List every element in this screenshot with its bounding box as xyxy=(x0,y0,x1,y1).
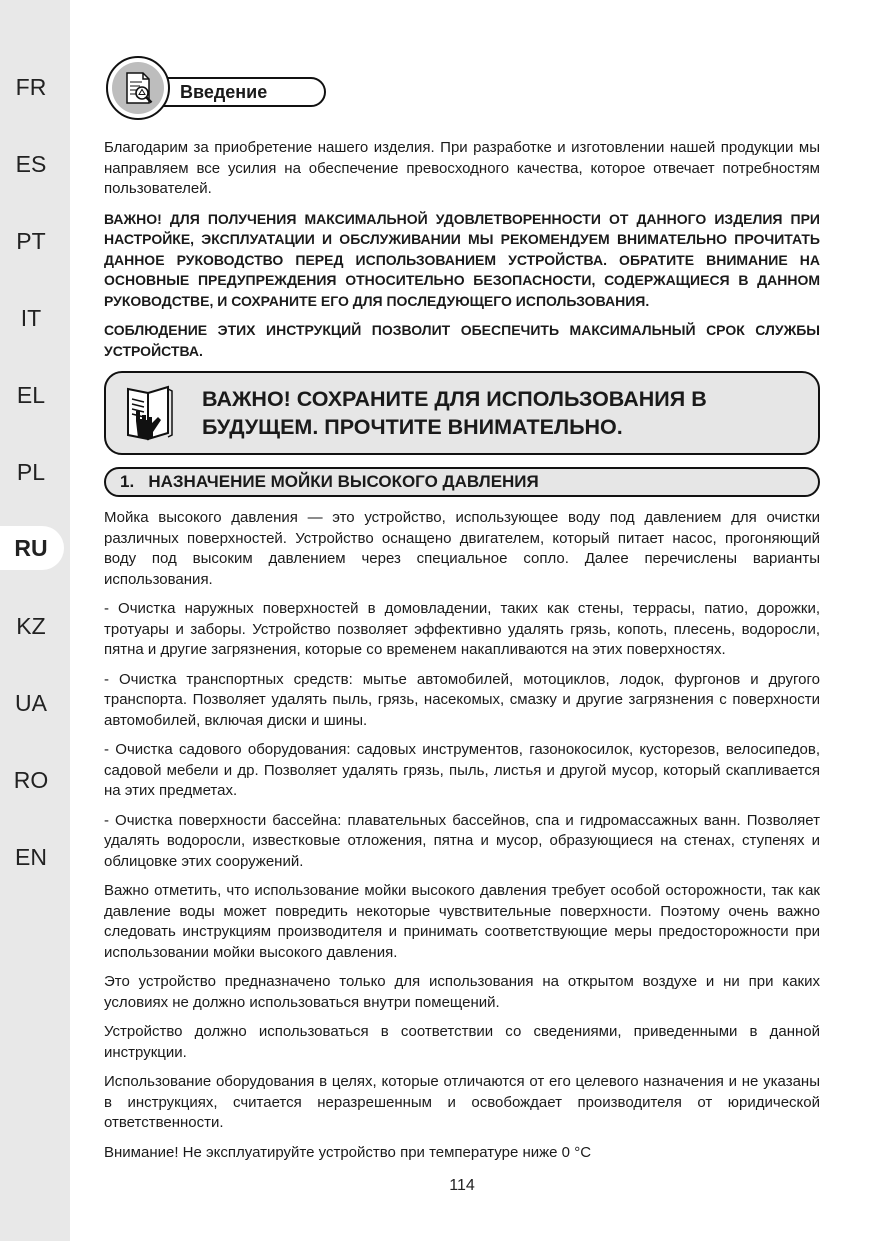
section-heading: 1. НАЗНАЧЕНИЕ МОЙКИ ВЫСОКОГО ДАВЛЕНИЯ xyxy=(104,467,820,497)
lang-tab-ru-active[interactable]: RU xyxy=(0,526,64,570)
page-content xyxy=(104,0,820,1225)
list-item: - Очистка садового оборудования: садовых инструментов, газонокосилок, кусторезов, велосипедов, садовой мебели и др. Позволяет удалять грязь, пыль, листья и другой мусор, который скапливается на этих предметах. xyxy=(104,741,820,799)
lang-tab-en[interactable]: EN xyxy=(15,844,47,870)
paragraph: Внимание! Не эксплуатируйте устройство при температуре ниже 0 °C xyxy=(104,1143,592,1161)
warning-line-2: БУДУЩЕМ. ПРОЧТИТЕ ВНИМАТЕЛЬНО. xyxy=(202,415,623,439)
language-sidebar xyxy=(0,0,70,1241)
list-item: - Очистка транспортных средств: мытье автомобилей, мотоциклов, лодок, фургонов и другого транспорта. Позволяет удалять пыль, грязь, насекомых, смазку и другие загрязнения с поверхности автомобилей, включая диски и шины. xyxy=(104,670,820,729)
intro-header xyxy=(106,56,336,120)
lang-tab-fr[interactable]: FR xyxy=(15,74,47,100)
intro-title: Введение xyxy=(156,77,326,107)
document-warning-icon xyxy=(106,56,170,120)
paragraph: Использование оборудования в целях, которые отличаются от его целевого назначения и не указаны в инструкциях, считается неразрешенным и освобождает производителя от юридической ответственности. xyxy=(104,1073,820,1131)
list-item: - Очистка наружных поверхностей в домовладении, таких как стены, террасы, патио, дорожки, тротуары и заборы. Устройство позволяет эффективно удалять грязь, копоть, плесень, водоросли, пятна и другие загрязнения, которые со временем накапливаются на этих поверхностях. xyxy=(104,600,820,658)
intro-paragraph: Благодарим за приобретение нашего изделия. При разработке и изготовлении нашей продукции мы направляем все усилия на обеспечение превосходного качества, которое отвечает потребностям пользователей. xyxy=(104,139,820,197)
list-item: - Очистка поверхности бассейна: плавательных бассейнов, спа и гидромассажных ванн. Позволяет удалять водоросли, известковые отложения, пятна и мусор, образующиеся на стенах, ступенях и облицовке этих сооружений. xyxy=(104,811,820,870)
lang-tab-ua[interactable]: UA xyxy=(15,690,47,716)
paragraph: Важно отметить, что использование мойки высокого давления требует особой осторожности, так как давление воды может повредить некоторые чувствительные поверхности. Поэтому очень важно следовать инструкциям производителя и принимать соответствующие меры предосторожности при использовании мойки высокого давления. xyxy=(104,882,820,961)
page-number: 114 xyxy=(449,1177,475,1194)
warning-line-1: ВАЖНО! СОХРАНИТЕ ДЛЯ ИСПОЛЬЗОВАНИЯ В xyxy=(202,387,707,411)
lang-tab-pl[interactable]: PL xyxy=(16,459,46,485)
lang-tab-it[interactable]: IT xyxy=(20,305,42,331)
lang-tab-ro[interactable]: RO xyxy=(13,767,49,793)
lang-tab-es[interactable]: ES xyxy=(15,151,47,177)
paragraph: Это устройство предназначено только для использования на открытом воздухе и ни при каких условиях не должно использоваться внутри помещений. xyxy=(104,973,820,1011)
paragraph: Устройство должно использоваться в соответствии со сведениями, приведенными в данной инструкции. xyxy=(104,1023,820,1061)
compliance-notice: СОБЛЮДЕНИЕ ЭТИХ ИНСТРУКЦИЙ ПОЗВОЛИТ ОБЕСПЕЧИТЬ МАКСИМАЛЬНЫЙ СРОК СЛУЖБЫ УСТРОЙСТВА. xyxy=(104,322,820,359)
warning-box xyxy=(104,371,820,455)
lang-tab-kz[interactable]: KZ xyxy=(16,613,46,639)
warning-text xyxy=(202,385,707,441)
lang-tab-el[interactable]: EL xyxy=(16,382,46,408)
important-notice: ВАЖНО! ДЛЯ ПОЛУЧЕНИЯ МАКСИМАЛЬНОЙ УДОВЛЕТВОРЕННОСТИ ОТ ДАННОГО ИЗДЕЛИЯ ПРИ НАСТРОЙКЕ, ЭКСПЛУАТАЦИИ И ОБСЛУЖИВАНИИ МЫ РЕКОМЕНДУЕМ ВНИМАТЕЛЬНО ПРОЧИТАТЬ ДАННОЕ РУКОВОДСТВО ПЕРЕД ИСПОЛЬЗОВАНИЕМ УСТРОЙСТВА. ОБРАТИТЕ ВНИМАНИЕ НА ОСНОВНЫЕ ПРЕДУПРЕЖДЕНИЯ ОТНОСИТЕЛЬНО БЕЗОПАСНОСТИ, СОДЕРЖАЩИЕСЯ В ДАННОМ РУКОВОДСТВЕ, И СОХРАНИТЕ ЕГО ДЛЯ ПОСЛЕДУЮЩЕГО ИСПОЛЬЗОВАНИЯ. xyxy=(104,210,820,309)
paragraph: Мойка высокого давления — это устройство, использующее воду под давлением для очистки различных поверхностей. Устройство оснащено двигателем, который питает насос, прогоняющий воду под высоким давлением через специальное сопло. Далее перечислены варианты использования. xyxy=(104,509,820,588)
lang-tab-pt[interactable]: PT xyxy=(16,228,46,254)
read-manual-icon xyxy=(122,381,186,445)
